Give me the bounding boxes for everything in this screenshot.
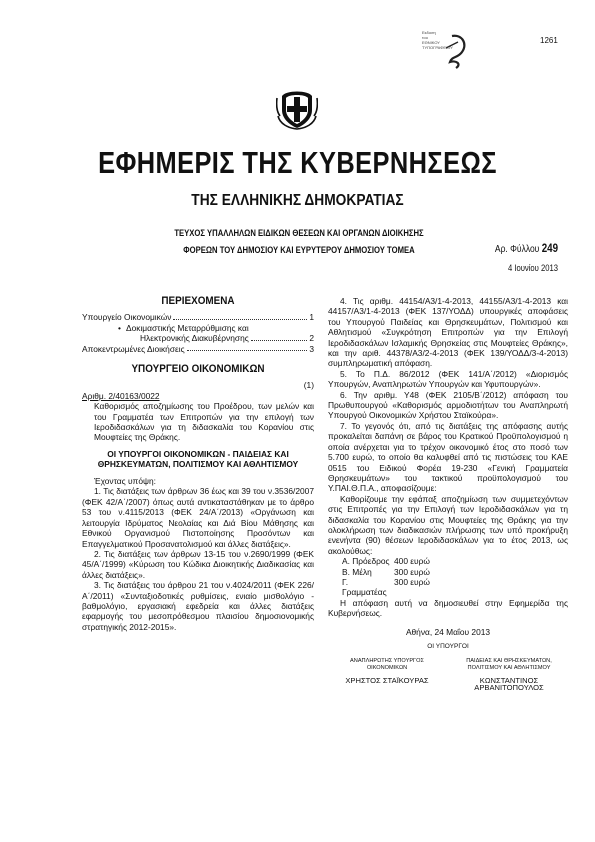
recital-paragraph: 6. Την αριθμ. Υ48 (ΦΕΚ 2105/Β΄/2012) απόφαση του Πρωθυπουργού «Καθορισμός αρμοδιοτήτων του Αναπληρωτή Υπουργού Οικονομικών Χρήστου Σταϊκούρα». [328,389,568,421]
signatory-role: ΠΑΙΔΕΙΑΣ ΚΑΙ ΘΡΗΣΚΕΥΜΑΤΩΝ, [466,658,552,665]
signatures [328,658,568,691]
stamp-line: Εκδοση [422,30,436,35]
toc-entry[interactable] [82,323,314,333]
toc-entry-cont[interactable] [82,333,314,343]
ministers-heading: ΟΙ ΥΠΟΥΡΓΟΙ ΟΙΚΟΝΟΜΙΚΩΝ - ΠΑΙΔΕΙΑΣ ΚΑΙ ΘΡΗΣΚΕΥΜΑΤΩΝ, ΠΟΛΙΤΙΣΜΟΥ ΚΑΙ ΑΘΛΗΤΙΣΜΟΥ [97,448,299,470]
toc-entry-page: 2 [309,333,314,344]
payment-role: Α. Πρόεδρος [342,556,390,567]
signatory-name: ΚΩΝΣΤΑΝΤΙΝΟΣ ΑΡΒΑΝΙΤΟΠΟΥΛΟΣ [474,676,544,693]
issue-type-line-1: ΤΕΥΧΟΣ ΥΠΑΛΛΗΛΩΝ ΕΙΔΙΚΩΝ ΘΕΣΕΩΝ ΚΑΙ ΟΡΓΑΝΩΝ ΔΙΟΙΚΗΣΗΣ [174,227,424,238]
recital-paragraph: 3. Τις διατάξεις του άρθρου 21 του ν.4024/2011 (ΦΕΚ 226/Α΄/2011) «Συνταξιοδοτικές ρυθμίσεις, ενιαίο μισθολόγιο - βαθμολόγιο, εργασιακή εφεδρεία και άλλες διατάξεις εφαρμογής του μεσοπρόθεσμου πλαισίου δημοσιονομικής στρατηγικής 2012-2015». [82,580,314,632]
signatory [328,658,446,691]
toc-heading: ΠΕΡΙΕΧΟΜΕΝΑ [161,295,235,307]
toc-entry[interactable] [82,344,314,354]
toc-entry-page: 3 [309,343,314,354]
sheet-label: Αρ. Φύλλου [494,244,540,255]
place-date: Αθήνα, 24 Μαΐου 2013 [405,626,491,637]
payment-amount: 300 ευρώ [394,576,430,587]
recital-paragraph: 5. Το Π.Δ. 86/2012 (ΦΕΚ 141/Α΄/2012) «Διορισμός Υπουργών, Αναπληρωτών Υπουργών και Υφυπουργών». [328,368,568,390]
left-column [82,296,314,632]
signatory-role: ΟΙΚΟΝΟΜΙΚΩΝ [366,665,408,672]
issue-date: 4 Ιουνίου 2013 [507,263,558,273]
sheet-value: 249 [541,243,558,255]
gazette-subtitle: ΤΗΣ ΕΛΛΗΝΙΚΗΣ ΔΗΜΟΚΡΑΤΙΑΣ [191,192,404,209]
payment-amount: 400 ευρώ [394,556,430,567]
payment-role: Γ. Γραμματέας [342,576,387,598]
signatory [450,658,568,691]
page-number: 1261 [540,36,558,45]
payment-row [328,567,568,577]
reference-number: Αριθμ. 2/40163/0022 [82,390,160,401]
publisher-stamp [422,30,470,70]
signatory-role: ΠΟΛΙΤΙΣΜΟΥ ΚΑΙ ΑΘΛΗΤΙΣΜΟΥ [467,665,551,672]
signatory-role: ΑΝΑΠΛΗΡΩΤΗΣ ΥΠΟΥΡΓΟΣ [350,658,424,665]
recital-paragraph: 4. Τις αριθμ. 44154/Α3/1-4-2013, 44155/Α3/1-4-2013 και 44157/Α3/1-4-2013 (ΦΕΚ 137/ΥΟΔΔ) υπουργικές αποφάσεις του Υπουργού Παιδείας και Θρησκευμάτων, Πολιτισμού και Αθλητισμού «Συγκρότηση Επιτροπών για την Επιλογή Ιεροδιδασκάλων Ισλαμικής Θρησκείας στις Μουφτείες Θράκης», και την αριθ. 44378/Α3/2-4-2013 (ΦΕΚ 139/ΥΟΔΔ/3-4-2013) συμπληρωματική απόφαση. [328,296,568,369]
issue-type-line-2: ΦΟΡΕΩΝ ΤΟΥ ΔΗΜΟΣΙΟΥ ΚΑΙ ΕΥΡΥΤΕΡΟΥ ΔΗΜΟΣΙΟΥ ΤΟΜΕΑ [183,244,415,255]
toc-entry[interactable] [82,312,314,322]
sheet-number [449,243,558,255]
right-column [328,296,568,691]
coat-of-arms-icon [276,86,318,130]
bullet-icon: • [118,322,121,333]
publication-note: Η απόφαση αυτή να δημοσιευθεί στην Εφημερίδα της Κυβερνήσεως. [328,597,568,619]
stamp-line: ΕΘΝΙΚΟΥ [422,40,440,45]
item-number: (1) [303,380,314,391]
signatory-name: ΧΡΗΣΤΟΣ ΣΤΑΪΚΟΥΡΑΣ [345,676,429,686]
recital-paragraph: 1. Τις διατάξεις των άρθρων 36 έως και 39 του ν.3536/2007 (ΦΕΚ 42/Α΄/2007) όπως αυτά αντικαταστάθηκαν με το άρθρο 53 του ν.4115/2013 (ΦΕΚ 24/Α΄/2013) «Οργάνωση και λειτουργία Ιδρύματος Νεολαίας και Διά Βίου Μάθησης και Εθνικού Οργανισμού Πιστοποίησης Προσόντων και Επαγγελματικού Προσανατολισμού και άλλες διατάξεις». [82,486,314,549]
recital-paragraph: 2. Τις διατάξεις των άρθρων 13-15 του ν.2690/1999 (ΦΕΚ 45/Α΄/1999) «Κύρωση του Κώδικα Διοικητικής Διαδικασίας και άλλες διατάξεις». [82,548,314,580]
stamp-line: του [422,35,428,40]
signatories-title: ΟΙ ΥΠΟΥΡΓΟΙ [427,643,469,650]
toc-leader [187,350,308,351]
toc-entry-page: 1 [309,312,314,323]
stamp-line: ΤΥΠΟΓΡΑΦΕΙΟΥ [422,45,453,50]
toc-entry-label: Δοκιμαστικής Μεταρρύθμισης και [126,322,249,333]
payment-amount: 300 ευρώ [394,566,430,577]
toc-entry-label: Ηλεκτρονικής Διακυβέρνησης [140,333,249,344]
toc-entry-label: Αποκεντρωμένες Διοικήσεις [82,343,185,354]
payment-row [328,577,568,598]
toc-leader [251,340,308,341]
toc-leader [173,319,307,320]
having-regard: Έχοντας υπόψη: [94,476,156,487]
payment-row [328,556,568,566]
recital-paragraph: 7. Το γεγονός ότι, από τις διατάξεις της απόφασης αυτής προκαλείται δαπάνη σε βάρος του Κρατικού Προϋπολογισμού η οποία ανέρχεται για το τρέχον οικονομικό έτος στο ποσό των 5.700 ευρώ, το οποίο θα καλυφθεί από τις πιστώσεις του ΚΑΕ 0515 του Ειδικού Φορέα 19-230 «Γενική Γραμματεία Θρησκευμάτων» του τακτικού προϋπολογισμού του Υ.ΠΑΙ.Θ.Π.Α., αποφασίζουμε: [328,420,568,494]
toc-entry-label: Υπουργείο Οικονομικών [82,312,172,323]
ministry-heading: ΥΠΟΥΡΓΕΙΟ ΟΙΚΟΝΟΜΙΚΩΝ [131,363,265,376]
decision-paragraph: Καθορίζουμε την εφάπαξ αποζημίωση των συμμετεχόντων στις Επιτροπές για την Επιλογή των Ιεροδιδασκάλων για τη διδασκαλία του Κορανίου στις Μουφτείες της Θράκης για την ολοκλήρωση των διαδικασιών πλήρωσης των υπό προκήρυξη ενενήντα (90) θέσεων Ιεροδιδασκάλων για το έτος 2013, ως ακολούθως: [328,493,568,556]
payment-role: Β. Μέλη [342,566,372,577]
gazette-title: ΕΦΗΜΕΡΙΣ ΤΗΣ ΚΥΒΕΡΝΗΣΕΩΣ [98,145,497,180]
decision-subject: Καθορισμός αποζημίωσης του Προέδρου, των μελών και του Γραμματέα των Επιτροπών για την επιλογή των Ιεροδιδασκάλων για τη διδασκαλία του Κορανίου στις Μουφτείες της Θράκης. [94,401,314,443]
